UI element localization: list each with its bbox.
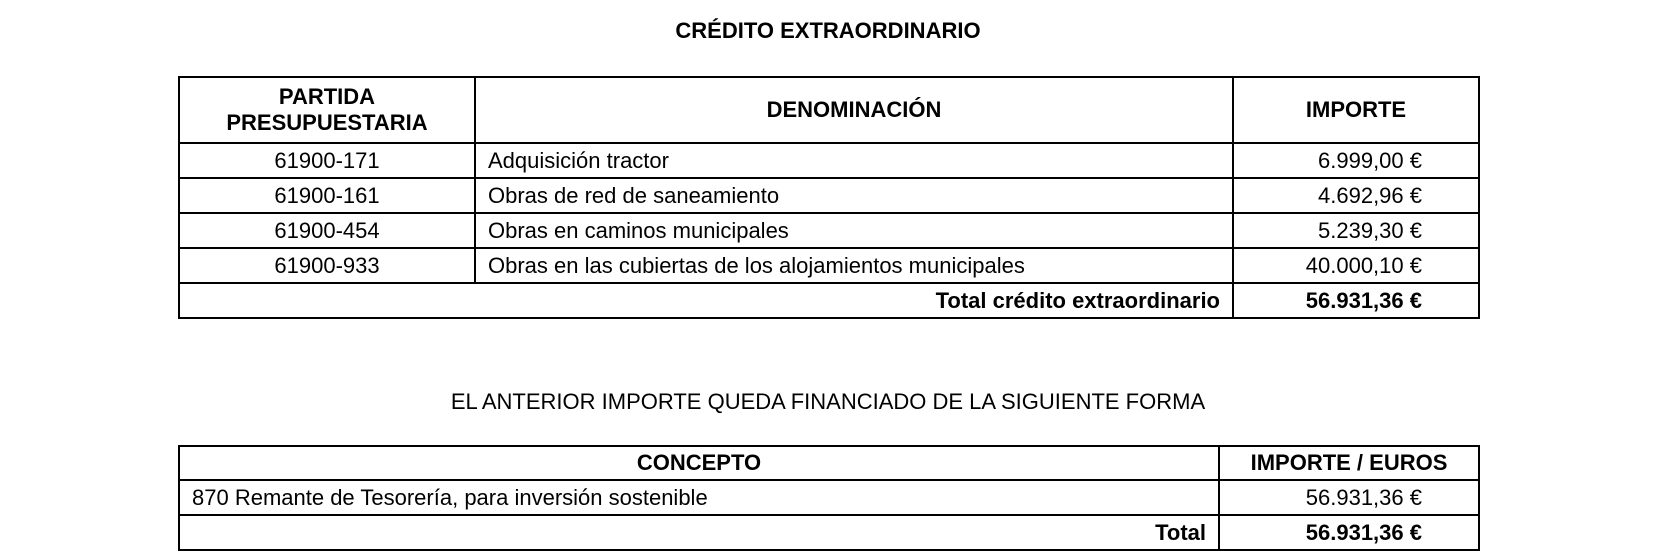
- header-importe-euros: IMPORTE / EUROS: [1219, 446, 1479, 480]
- cell-concepto: 870 Remante de Tesorería, para inversión sostenible: [179, 480, 1219, 515]
- credito-table: [178, 76, 1480, 319]
- cell-importe: 40.000,10 €: [1233, 248, 1479, 283]
- total-value: 56.931,36 €: [1219, 515, 1479, 550]
- cell-denominacion: Adquisición tractor: [475, 143, 1233, 178]
- table-header-row: [179, 446, 1479, 480]
- total-label: Total crédito extraordinario: [179, 283, 1233, 318]
- cell-importe: 5.239,30 €: [1233, 213, 1479, 248]
- cell-denominacion: Obras en las cubiertas de los alojamientos municipales: [475, 248, 1233, 283]
- header-importe: IMPORTE: [1233, 77, 1479, 143]
- cell-importe: 56.931,36 €: [1219, 480, 1479, 515]
- cell-partida: 61900-161: [179, 178, 475, 213]
- table-header-row: [179, 77, 1479, 143]
- cell-denominacion: Obras de red de saneamiento: [475, 178, 1233, 213]
- header-concepto: CONCEPTO: [179, 446, 1219, 480]
- total-row: [179, 515, 1479, 550]
- table-row: [179, 143, 1479, 178]
- cell-denominacion: Obras en caminos municipales: [475, 213, 1233, 248]
- table-row: [179, 178, 1479, 213]
- cell-partida: 61900-454: [179, 213, 475, 248]
- cell-importe: 4.692,96 €: [1233, 178, 1479, 213]
- cell-partida: 61900-933: [179, 248, 475, 283]
- total-row: [179, 283, 1479, 318]
- cell-partida: 61900-171: [179, 143, 475, 178]
- header-denominacion: DENOMINACIÓN: [475, 77, 1233, 143]
- financiacion-table: [178, 445, 1480, 551]
- cell-importe: 6.999,00 €: [1233, 143, 1479, 178]
- financiacion-title: EL ANTERIOR IMPORTE QUEDA FINANCIADO DE LA SIGUIENTE FORMA: [450, 389, 1206, 414]
- table-row: [179, 213, 1479, 248]
- total-label: Total: [179, 515, 1219, 550]
- credito-title: CRÉDITO EXTRAORDINARIO: [675, 18, 981, 43]
- table-row: [179, 248, 1479, 283]
- table-row: [179, 480, 1479, 515]
- total-value: 56.931,36 €: [1233, 283, 1479, 318]
- header-partida: PARTIDA PRESUPUESTARIA: [179, 77, 475, 143]
